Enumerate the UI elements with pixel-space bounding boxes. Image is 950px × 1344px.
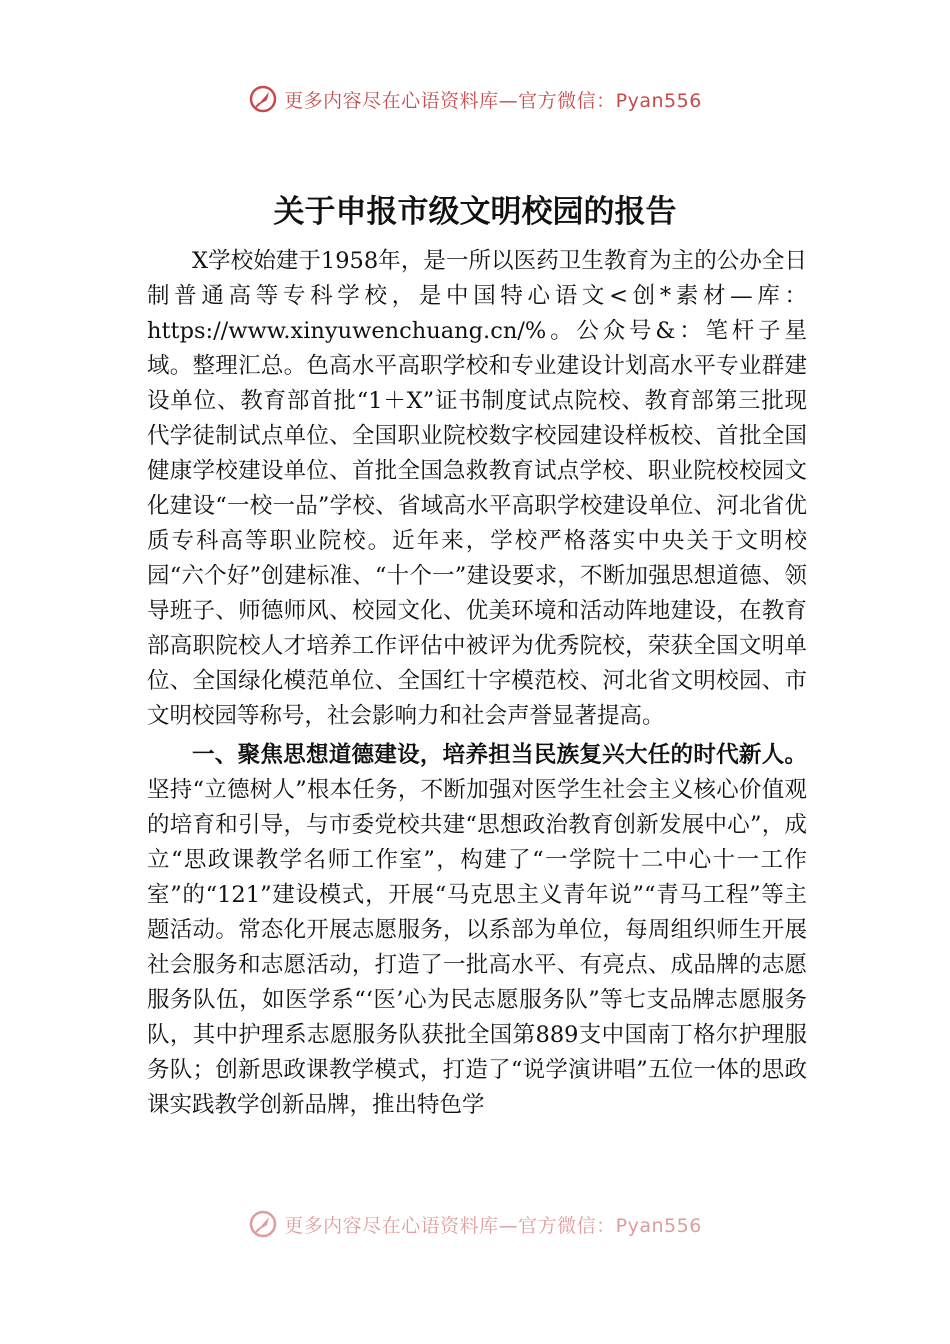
section-1-body: 坚持“立德树人”根本任务，不断加强对医学生社会主义核心价值观的培育和引导，与市委党校共建“思想政治教育创新发展中心”，成立“思政课教学名师工作室”，构建了“一学院十二中心十一工作室”的“121”建设模式，开展“马克思主义青年说”“青马工程”等主题活动。常态化开展志愿服务，以系部为单位，每周组织师生开展社会服务和志愿活动，打造了一批高水平、有亮点、成品牌的志愿服务队伍，如医学系“‘医’心为民志愿服务队”等七支品牌志愿服务队，其中护理系志愿服务队获批全国第889支中国南丁格尔护理服务队；创新思政课教学模式，打造了“说学演讲唱”五位一体的思政课实践教学创新品牌，推出特色学 [147, 777, 807, 1118]
paragraph-section-1 [147, 738, 807, 1123]
watermark-header [0, 84, 950, 114]
document-body [147, 244, 807, 1123]
quill-logo-icon [248, 84, 278, 114]
paragraph-intro: X学校始建于1958年，是一所以医药卫生教育为主的公办全日制普通高等专科学校，是中国特心语文<创*素材—库：https://www.xinyuwenchuang.cn/%。公众号&：笔杆子星域。整理汇总。色高水平高职学校和专业建设计划高水平专业群建设单位、教育部首批“1＋X”证书制度试点院校、教育部第三批现代学徒制试点单位、全国职业院校数字校园建设样板校、首批全国健康学校建设单位、首批全国急救教育试点学校、职业院校校园文化建设“一校一品”学校、省域高水平高职学校建设单位、河北省优质专科高等职业院校。近年来，学校严格落实中央关于文明校园“六个好”创建标准、“十个一”建设要求，不断加强思想道德、领导班子、师德师风、校园文化、优美环境和活动阵地建设，在教育部高职院校人才培养工作评估中被评为优秀院校，荣获全国文明单位、全国绿化模范单位、全国红十字模范校、河北省文明校园、市文明校园等称号，社会影响力和社会声誉显著提高。 [147, 248, 807, 729]
quill-logo-icon [248, 1209, 278, 1239]
watermark-footer [0, 1209, 950, 1239]
document-title: 关于申报市级文明校园的报告 [273, 194, 677, 230]
watermark-text: 更多内容尽在心语资料库—官方微信：Pyan556 [284, 89, 702, 112]
watermark-text: 更多内容尽在心语资料库—官方微信：Pyan556 [284, 1214, 702, 1237]
section-1-heading: 一、聚焦思想道德建设，培养担当民族复兴大任的时代新人。 [192, 742, 807, 768]
